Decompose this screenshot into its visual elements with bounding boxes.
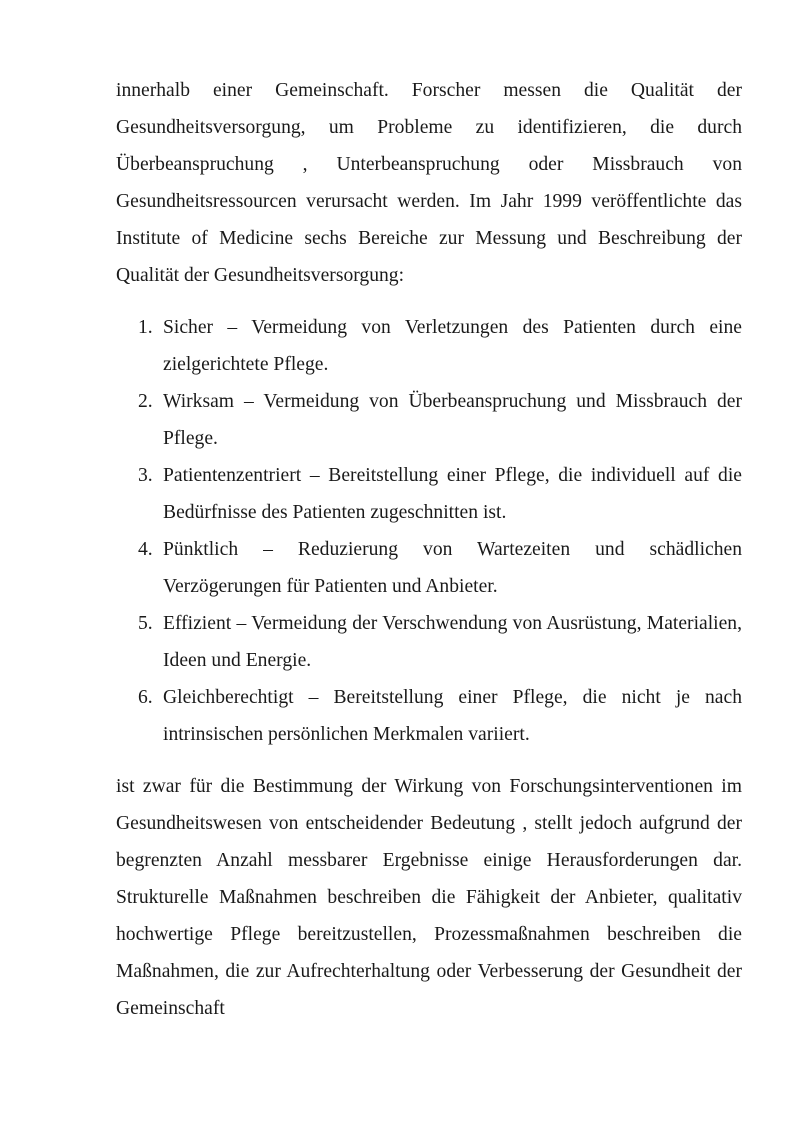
list-text: Sicher – Vermeidung von Verletzungen des Patienten durch eine zielgerichtete Pflege. [163, 317, 742, 375]
list-number: 1. [138, 317, 153, 338]
list-text: Pünktlich – Reduzierung von Wartezeiten und schädlichen Verzögerungen für Patienten und Anbieter. [163, 539, 742, 597]
list-item-safe [116, 309, 742, 383]
list-item-effective [116, 383, 742, 457]
list-text: Gleichberechtigt – Bereitstellung einer Pflege, die nicht je nach intrinsischen persönlichen Merkmalen variiert. [163, 687, 742, 745]
list-item-patient-centered [116, 457, 742, 531]
quality-domains-list [116, 309, 742, 753]
list-text: Patientenzentriert – Bereitstellung einer Pflege, die individuell auf die Bedürfnisse des Patienten zugeschnitten ist. [163, 465, 742, 523]
list-item-efficient [116, 605, 742, 679]
list-item-timely [116, 531, 742, 605]
list-number: 3. [138, 465, 153, 486]
list-item-equitable [116, 679, 742, 753]
list-text: Effizient – Vermeidung der Verschwendung von Ausrüstung, Materialien, Ideen und Energie. [163, 613, 742, 671]
intro-paragraph: innerhalb einer Gemeinschaft. Forscher messen die Qualität der Gesundheitsversorgung, um Probleme zu identifizieren, die durch Überbeanspruchung , Unterbeanspruchung oder Missbrauch von Gesundheitsressourcen verursacht werden. Im Jahr 1999 veröffentlichte das Institute of Medicine sechs Bereiche zur Messung und Beschreibung der Qualität der Gesundheitsversorgung: [116, 80, 742, 286]
outro-paragraph: ist zwar für die Bestimmung der Wirkung von Forschungsinterventionen im Gesundheitswesen von entscheidender Bedeutung , stellt jedoch aufgrund der begrenzten Anzahl messbarer Ergebnisse einige Herausforderungen dar. Strukturelle Maßnahmen beschreiben die Fähigkeit der Anbieter, qualitativ hochwertige Pflege bereitzustellen, Prozessmaßnahmen beschreiben die Maßnahmen, die zur Aufrechterhaltung oder Verbesserung der Gesundheit der Gemeinschaft [116, 776, 742, 1019]
list-number: 4. [138, 539, 153, 560]
list-number: 6. [138, 687, 153, 708]
page-content [116, 72, 742, 1027]
list-number: 5. [138, 613, 153, 634]
list-text: Wirksam – Vermeidung von Überbeanspruchung und Missbrauch der Pflege. [163, 391, 742, 449]
list-number: 2. [138, 391, 153, 412]
